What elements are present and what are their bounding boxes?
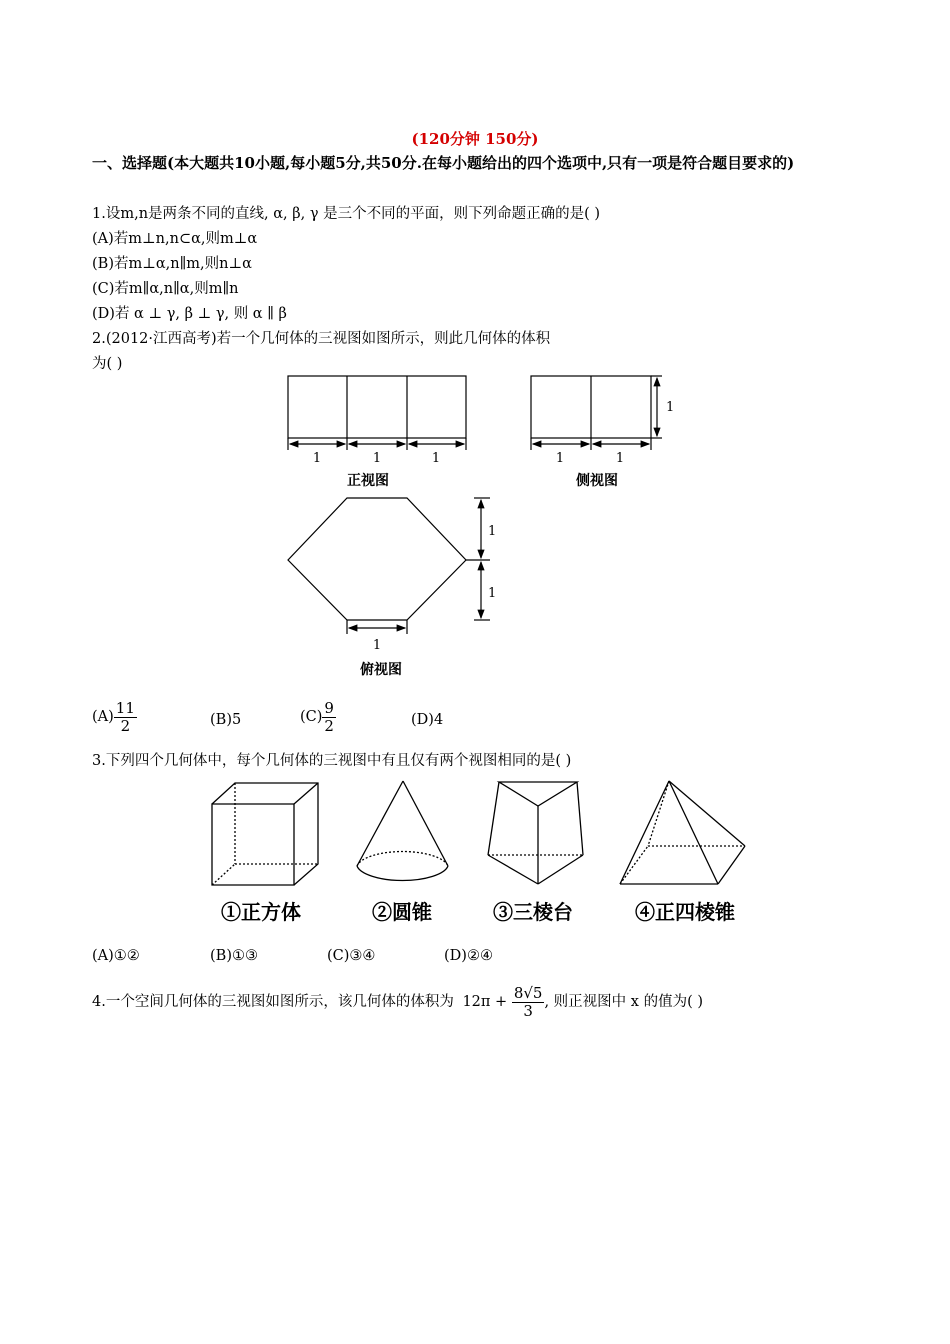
figure-cube-label: ①正方体	[221, 900, 301, 924]
q1-stem: 1.设m,n是两条不同的直线, α, β, γ 是三个不同的平面，则下列命题正确的是( )	[92, 206, 601, 222]
figure-cone-label: ②圆锥	[372, 900, 432, 924]
figure-frustum-label: ③三棱台	[493, 900, 573, 924]
q2-stem-line1: 2.(2012·江西高考)若一个几何体的三视图如图所示，则此几何体的体积	[92, 331, 551, 347]
q1-option-a: (A)若m⊥n,n⊂α,则m⊥α	[92, 231, 258, 247]
q2-option-b: (B)5	[210, 712, 242, 728]
side-dim-2: 1	[615, 451, 625, 466]
q3-option-c: (C)③④	[327, 948, 376, 964]
front-view-caption: 正视图	[347, 473, 389, 489]
side-view-caption: 侧视图	[576, 473, 618, 489]
q2-stem-line2: 为( )	[92, 356, 123, 372]
cube-drawing	[212, 783, 318, 885]
q3-option-b: (B)①③	[210, 948, 258, 964]
front-dim-3: 1	[431, 451, 441, 466]
top-view-caption: 俯视图	[360, 662, 402, 678]
side-height: 1	[666, 400, 675, 415]
front-dim-2: 1	[372, 451, 382, 466]
q2-option-d: (D)4	[411, 712, 444, 728]
pyramid-drawing	[620, 781, 745, 884]
time-score: (120分钟 150分)	[411, 130, 539, 148]
front-dim-1: 1	[312, 451, 322, 466]
q3-option-d: (D)②④	[444, 948, 493, 964]
q2-option-c: (C) $\frac{9}{2}$	[300, 699, 334, 735]
q1-option-d: (D)若 α ⊥ γ, β ⊥ γ, 则 α ∥ β	[92, 306, 287, 322]
q4-stem: 4.一个空间几何体的三视图如图所示，该几何体的体积为 12π + $\frac{8√5}{3}$ , 则正视图中 x 的值为( )	[92, 984, 704, 1020]
q2-option-a: (A) $\frac{11}{2}$	[92, 699, 135, 735]
top-height-1: 1	[488, 524, 497, 539]
q1-option-b: (B)若m⊥α,n∥m,则n⊥α	[92, 256, 252, 272]
figure-pyramid-label: ④正四棱锥	[635, 900, 735, 924]
q1-option-c: (C)若m∥α,n∥α,则m∥n	[92, 281, 239, 297]
section-title: 一、选择题(本大题共10小题,每小题5分,共50分.在每小题给出的四个选项中,只有一项是符合题目要求的)	[92, 154, 795, 172]
frustum-drawing	[488, 782, 583, 884]
side-dim-1: 1	[555, 451, 565, 466]
q3-stem: 3.下列四个几何体中，每个几何体的三视图中有且仅有两个视图相同的是( )	[92, 753, 572, 769]
top-dim-bottom: 1	[372, 638, 382, 653]
top-height-2: 1	[488, 586, 497, 601]
q3-option-a: (A)①②	[92, 948, 140, 964]
cone-drawing	[357, 781, 448, 881]
